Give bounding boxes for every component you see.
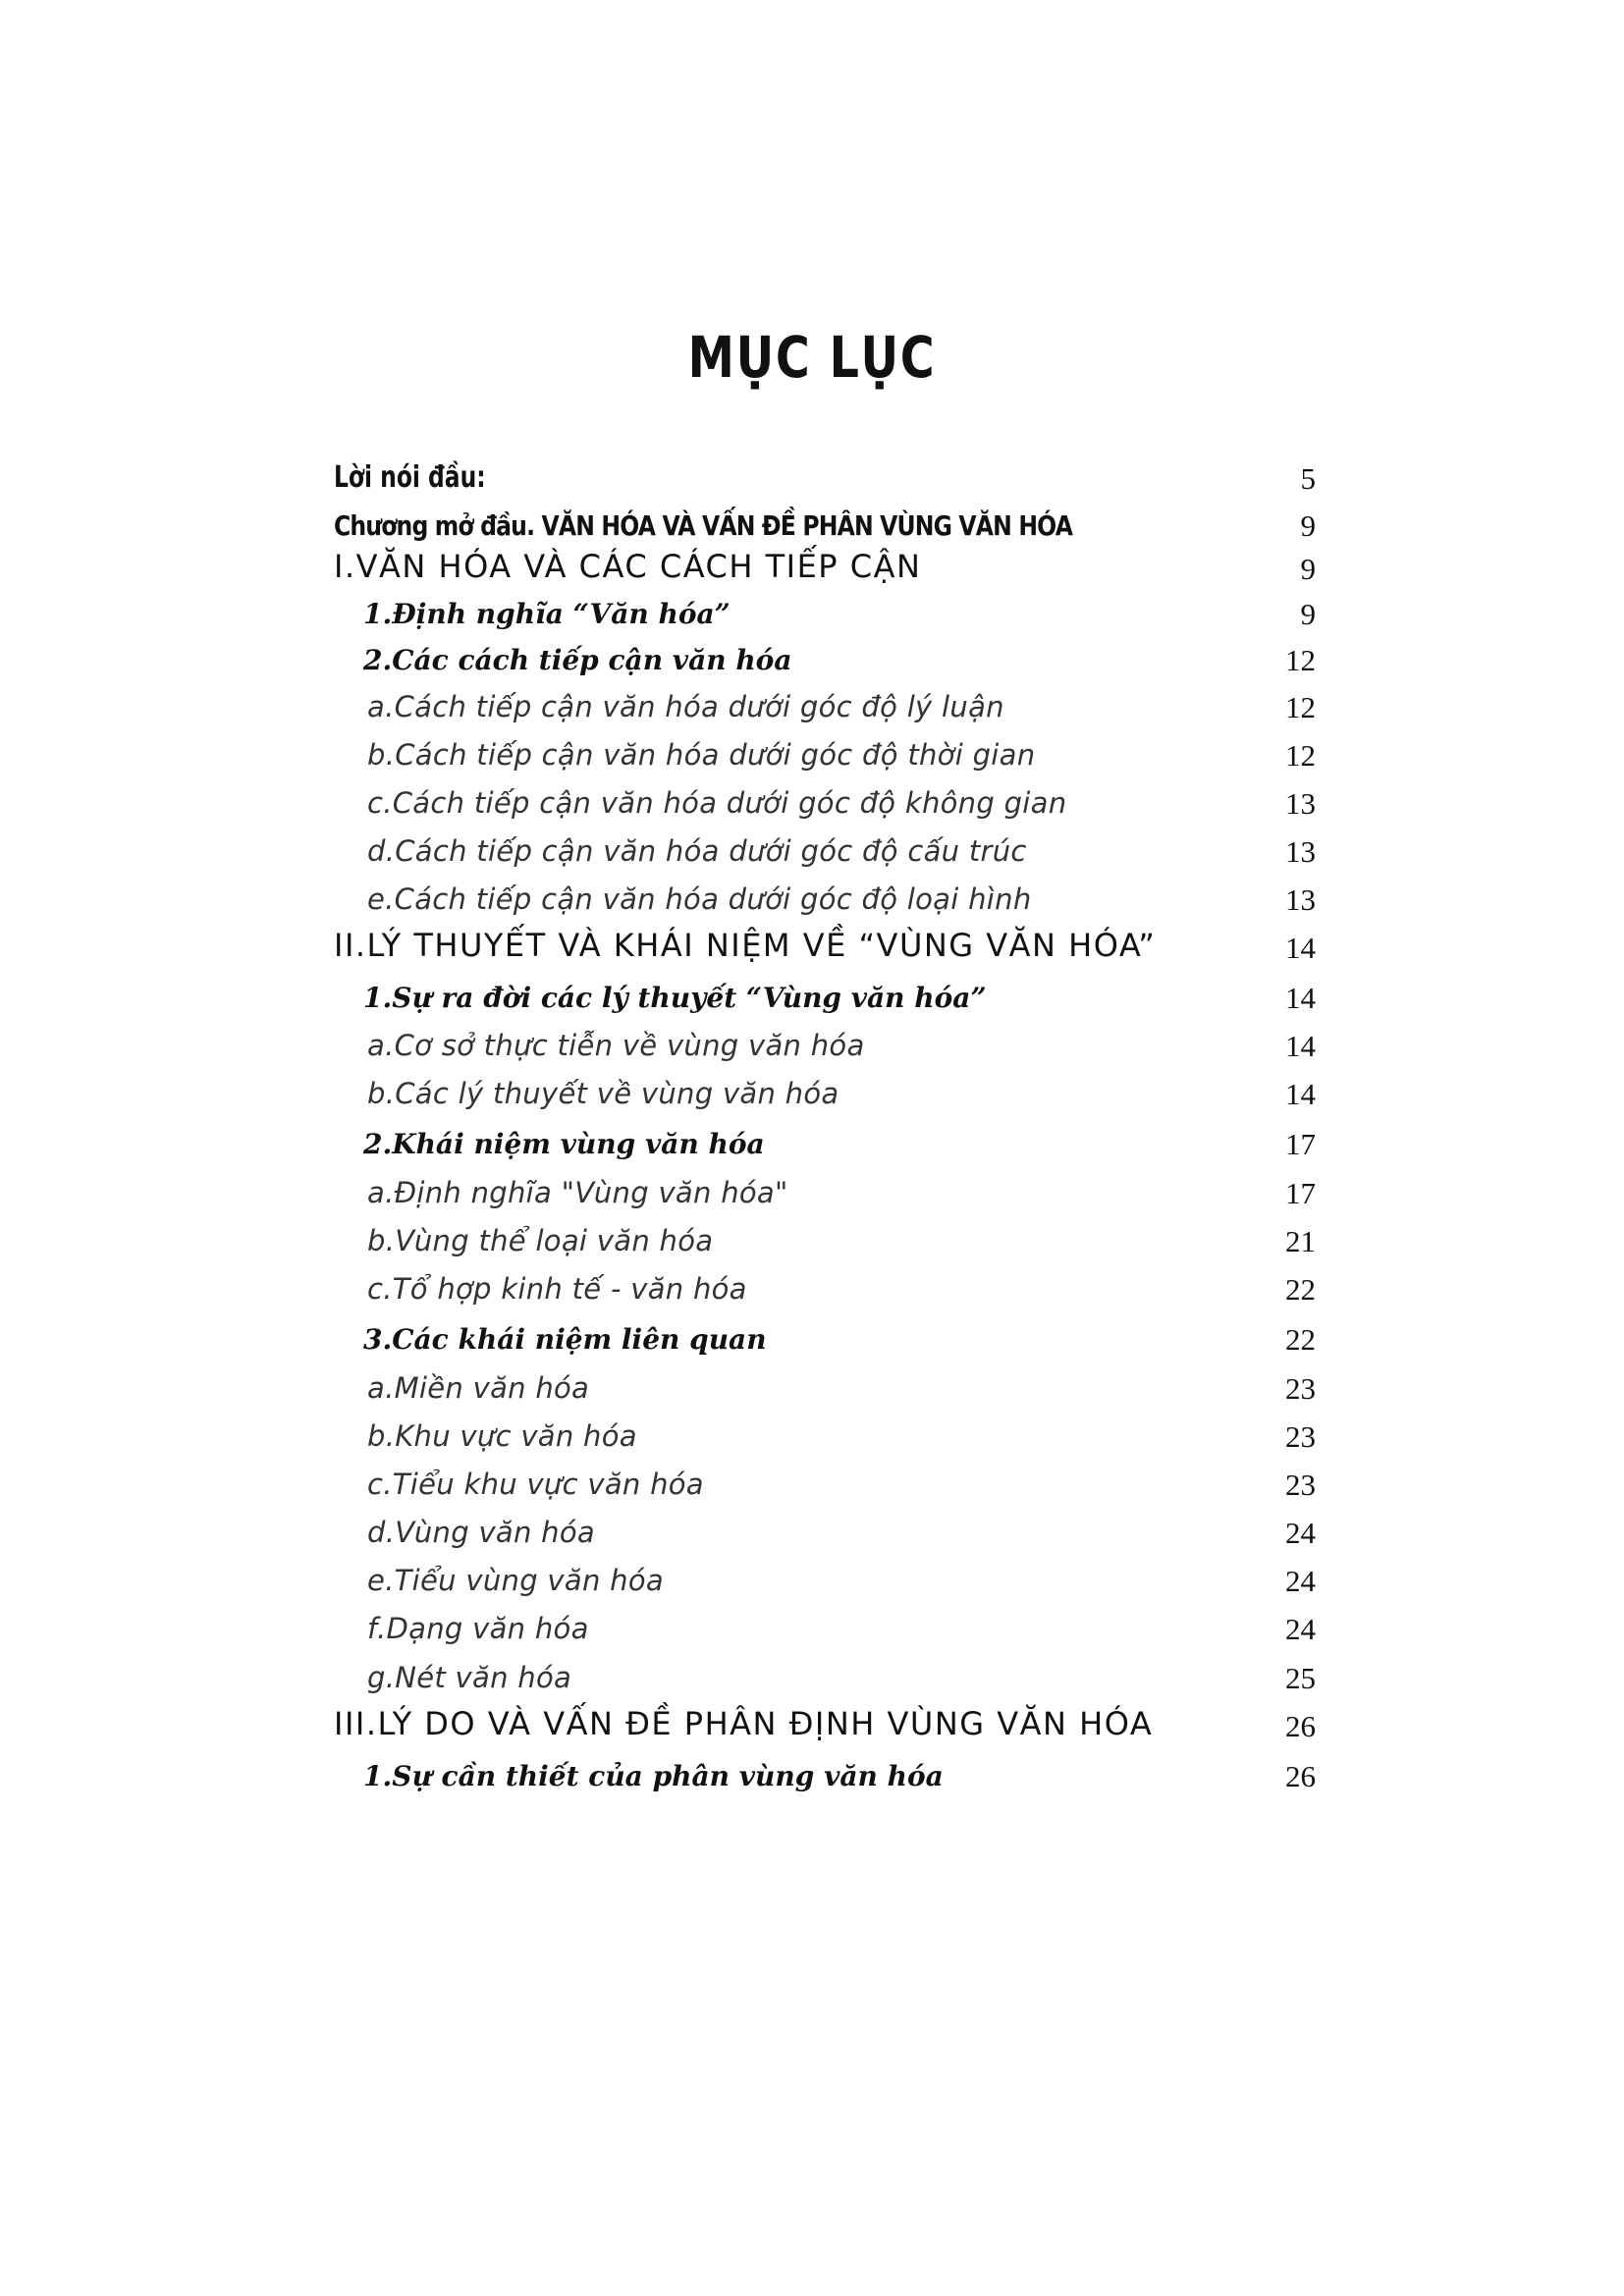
toc-entry-page-number: 13	[1285, 834, 1316, 869]
toc-entry-label: g.Nét văn hóa	[367, 1661, 572, 1694]
toc-entry-page-number: 23	[1285, 1468, 1316, 1502]
toc-entry-page-number: 9	[1300, 508, 1316, 543]
toc-entry-page-number: 24	[1285, 1612, 1316, 1646]
toc-entry-label: Lời nói đầu:	[334, 460, 486, 495]
toc-entry	[334, 1653, 1316, 1702]
toc-entry-page-number: 14	[1285, 1077, 1316, 1111]
toc-entry	[334, 1460, 1316, 1509]
toc-entry-label: f.Dạng văn hóa	[367, 1612, 589, 1645]
toc-entry-page-number: 24	[1285, 1516, 1316, 1550]
toc-entry-label: d.Vùng văn hóa	[367, 1516, 595, 1549]
toc-entry-page-number: 26	[1285, 1709, 1316, 1743]
toc-entry	[334, 1069, 1316, 1118]
toc-entry-page-number: 23	[1285, 1371, 1316, 1406]
toc-entry-label: a.Định nghĩa "Vùng văn hóa"	[367, 1176, 788, 1209]
toc-entry-label: c.Cách tiếp cận văn hóa dưới góc độ không gian	[367, 786, 1067, 820]
toc-entry	[334, 875, 1316, 924]
toc-entry	[334, 827, 1316, 876]
toc-entry-label: b.Khu vực văn hóa	[367, 1419, 637, 1453]
toc-entry-page-number: 23	[1285, 1419, 1316, 1454]
toc-entry-label: a.Miền văn hóa	[367, 1371, 590, 1405]
toc-entry	[334, 501, 1316, 550]
toc-entry-page-number: 14	[1285, 1029, 1316, 1063]
toc-entry-page-number: 5	[1300, 461, 1316, 496]
toc-entry-label: b.Cách tiếp cận văn hóa dưới góc độ thời gian	[367, 738, 1036, 772]
toc-entry-label: 2.Khái niệm vùng văn hóa	[363, 1128, 765, 1160]
toc-entry	[334, 682, 1316, 731]
toc-entry	[334, 1556, 1316, 1605]
toc-entry-page-number: 24	[1285, 1564, 1316, 1598]
toc-entry	[334, 1412, 1316, 1461]
toc-entry-page-number: 22	[1285, 1272, 1316, 1307]
toc-entry-label: c.Tiểu khu vực văn hóa	[367, 1468, 704, 1501]
toc-entry	[334, 923, 1316, 972]
toc-entry	[334, 589, 1316, 638]
toc-entry	[334, 544, 1316, 593]
toc-entry	[334, 1701, 1316, 1750]
toc-entry-page-number: 12	[1285, 690, 1316, 724]
toc-entry-page-number: 17	[1285, 1176, 1316, 1210]
toc-entry-label: e.Tiểu vùng văn hóa	[367, 1564, 664, 1597]
page-title: MỤC LỤC	[687, 324, 937, 391]
toc-entry-label: a.Cơ sở thực tiễn về vùng văn hóa	[367, 1029, 865, 1062]
toc-entry-page-number: 17	[1285, 1127, 1316, 1161]
toc-entry-page-number: 13	[1285, 882, 1316, 917]
toc-entry-label: 2.Các cách tiếp cận văn hóa	[363, 644, 792, 676]
toc-entry	[334, 1508, 1316, 1557]
toc-entry	[334, 1168, 1316, 1217]
toc-entry-page-number: 13	[1285, 786, 1316, 821]
toc-entry-label: I.VĂN HÓA VÀ CÁC CÁCH TIẾP CẬN	[334, 548, 922, 585]
toc-entry-page-number: 9	[1300, 597, 1316, 631]
toc-entry	[334, 1119, 1316, 1168]
toc-entry-page-number: 12	[1285, 643, 1316, 677]
toc-entry-label: d.Cách tiếp cận văn hóa dưới góc độ cấu trúc	[367, 834, 1027, 868]
toc-entry-label: e.Cách tiếp cận văn hóa dưới góc độ loại hình	[367, 882, 1032, 916]
toc-entry-page-number: 22	[1285, 1322, 1316, 1357]
toc-entry-page-number: 14	[1285, 981, 1316, 1015]
toc-entry	[334, 635, 1316, 684]
toc-entry-label: 3.Các khái niệm liên quan	[363, 1323, 767, 1356]
toc-entry	[334, 1363, 1316, 1413]
toc-entry-page-number: 21	[1285, 1224, 1316, 1258]
toc-entry	[334, 1751, 1316, 1800]
toc-entry-label: II.LÝ THUYẾT VÀ KHÁI NIỆM VỀ “VÙNG VĂN HÓA”	[334, 927, 1157, 964]
toc-entry-label: 1.Định nghĩa “Văn hóa”	[363, 598, 731, 630]
toc-entry	[334, 1604, 1316, 1653]
toc-entry	[334, 1314, 1316, 1363]
toc-entry-page-number: 12	[1285, 738, 1316, 773]
toc-entry	[334, 973, 1316, 1022]
toc-entry-label: III.LÝ DO VÀ VẤN ĐỀ PHÂN ĐỊNH VÙNG VĂN HÓA	[334, 1705, 1154, 1742]
toc-entry	[334, 454, 1316, 503]
toc-entry-label: c.Tổ hợp kinh tế - văn hóa	[367, 1272, 747, 1306]
toc-entry-page-number: 26	[1285, 1759, 1316, 1793]
toc-entry-page-number: 25	[1285, 1661, 1316, 1695]
toc-entry	[334, 1264, 1316, 1313]
toc-entry-page-number: 9	[1300, 552, 1316, 586]
toc-entry-label: Chương mở đầu. VĂN HÓA VÀ VẤN ĐỀ PHÂN VÙNG VĂN HÓA	[334, 509, 1073, 542]
toc-entry-page-number: 14	[1285, 931, 1316, 965]
toc-entry	[334, 730, 1316, 779]
toc-entry	[334, 1216, 1316, 1265]
toc-entry-label: b.Vùng thể loại văn hóa	[367, 1224, 714, 1257]
toc-entry-label: 1.Sự cần thiết của phân vùng văn hóa	[363, 1760, 944, 1792]
toc-entry	[334, 778, 1316, 828]
toc-entry	[334, 1021, 1316, 1070]
toc-entry-label: a.Cách tiếp cận văn hóa dưới góc độ lý luận	[367, 690, 1004, 723]
toc-entry-label: b.Các lý thuyết về vùng văn hóa	[367, 1077, 839, 1110]
toc-entry-label: 1.Sự ra đời các lý thuyết “Vùng văn hóa”	[363, 982, 987, 1014]
